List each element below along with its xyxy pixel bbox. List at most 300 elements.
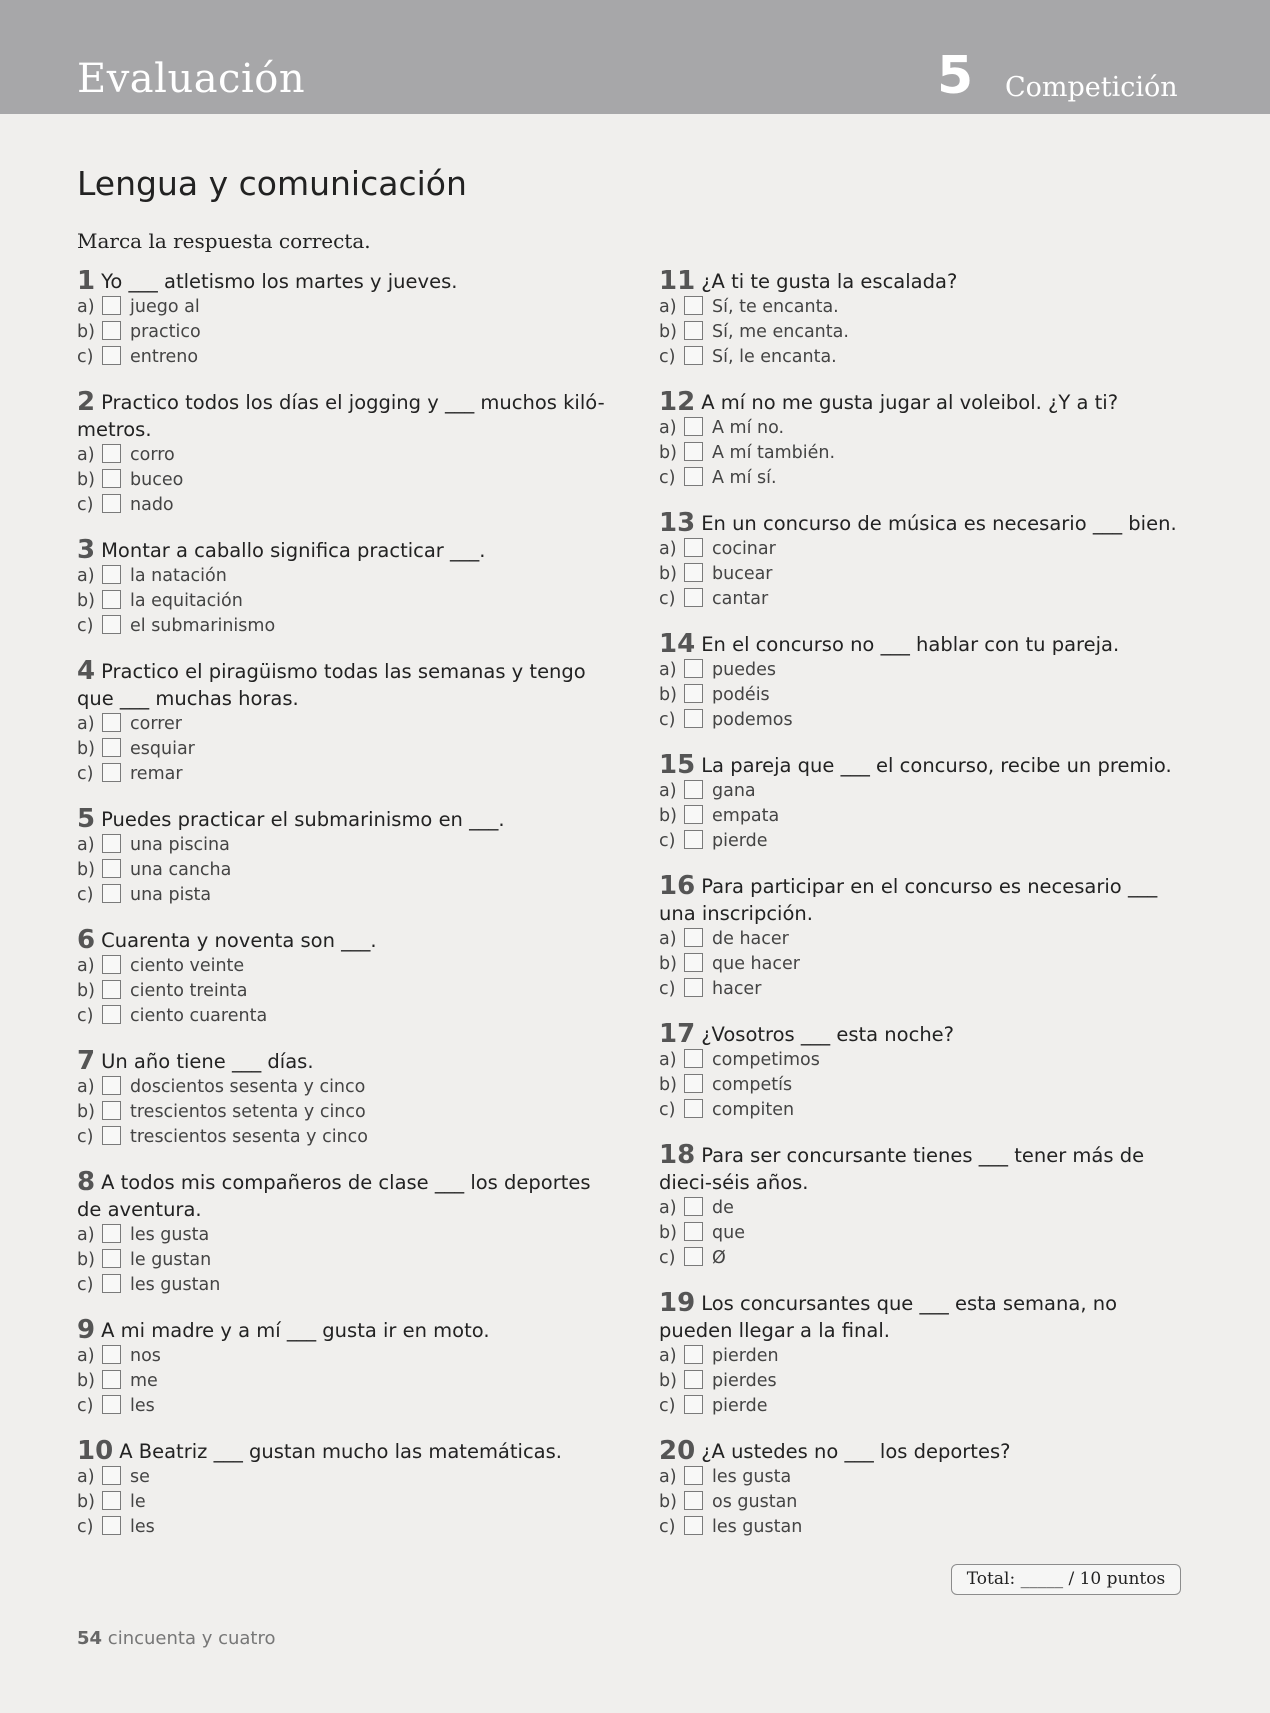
answer-option[interactable] [659, 295, 1189, 320]
answer-checkbox[interactable] [102, 1345, 121, 1364]
option-text: ciento treinta [130, 981, 248, 1001]
option-text: corro [130, 445, 175, 465]
answer-checkbox[interactable] [102, 980, 121, 999]
answer-checkbox[interactable] [102, 615, 121, 634]
option-text: de hacer [712, 929, 789, 949]
option-letter: b) [659, 685, 677, 705]
option-letter: b) [659, 1075, 677, 1095]
question-stem [77, 927, 617, 954]
question-number: 18 [659, 1140, 696, 1170]
answer-checkbox[interactable] [102, 1491, 121, 1510]
answer-option[interactable] [659, 1344, 1189, 1369]
answer-option[interactable] [659, 1369, 1189, 1394]
option-letter: a) [77, 1346, 95, 1366]
answer-checkbox[interactable] [684, 588, 703, 607]
option-letter: b) [77, 981, 95, 1001]
question-text: Practico el piragüismo todas las semanas y tengo que ___ muchas horas. [77, 660, 586, 710]
option-letter: c) [77, 764, 94, 784]
option-letter: b) [77, 322, 95, 342]
question-1 [77, 268, 617, 370]
question-6 [77, 927, 617, 1029]
option-letter: a) [659, 1050, 677, 1070]
answer-checkbox[interactable] [684, 442, 703, 461]
question-text: En un concurso de música es necesario ___ bien. [701, 512, 1177, 535]
answer-checkbox[interactable] [102, 1370, 121, 1389]
option-text: una pista [130, 885, 212, 905]
answer-option[interactable] [659, 320, 1189, 345]
answer-option[interactable] [77, 345, 617, 370]
option-text: entreno [130, 347, 199, 367]
question-11 [659, 268, 1189, 370]
option-text: pierdes [712, 1371, 777, 1391]
option-text: trescientos setenta y cinco [130, 1102, 366, 1122]
question-stem [659, 268, 1189, 295]
question-number: 6 [77, 925, 96, 955]
option-letter: a) [659, 1467, 677, 1487]
question-stem [77, 806, 617, 833]
question-13 [659, 510, 1189, 612]
option-text: gana [712, 781, 756, 801]
answer-option[interactable] [659, 708, 1189, 733]
answer-option[interactable] [659, 466, 1189, 491]
answer-option[interactable] [77, 614, 617, 639]
answer-checkbox[interactable] [684, 928, 703, 947]
option-text: os gustan [712, 1492, 798, 1512]
question-text: Para participar en el concurso es necesario ___ una inscripción. [659, 875, 1158, 925]
question-20 [659, 1438, 1189, 1540]
answer-checkbox[interactable] [684, 805, 703, 824]
option-text: que [712, 1223, 745, 1243]
answer-option[interactable] [77, 1004, 617, 1029]
option-letter: b) [659, 1371, 677, 1391]
answer-option[interactable] [77, 833, 617, 858]
question-stem [659, 389, 1189, 416]
option-letter: c) [77, 885, 94, 905]
question-4 [77, 658, 617, 787]
question-number: 8 [77, 1167, 96, 1197]
answer-option[interactable] [659, 1221, 1189, 1246]
question-stem [77, 1438, 617, 1465]
option-text: esquiar [130, 739, 195, 759]
option-letter: b) [77, 1492, 95, 1512]
answer-option[interactable] [659, 1196, 1189, 1221]
question-stem [659, 631, 1189, 658]
option-letter: a) [77, 714, 95, 734]
option-letter: c) [77, 1127, 94, 1147]
answer-checkbox[interactable] [102, 884, 121, 903]
answer-checkbox[interactable] [684, 1049, 703, 1068]
questions-column-left [77, 268, 617, 1559]
option-letter: b) [77, 1250, 95, 1270]
option-text: trescientos sesenta y cinco [130, 1127, 368, 1147]
question-stem [77, 268, 617, 295]
answer-option[interactable] [77, 1465, 617, 1490]
answer-checkbox[interactable] [102, 494, 121, 513]
answer-option[interactable] [77, 979, 617, 1004]
option-letter: b) [659, 564, 677, 584]
question-text: ¿A ustedes no ___ los deportes? [701, 1440, 1011, 1463]
answer-option[interactable] [659, 804, 1189, 829]
answer-checkbox[interactable] [102, 469, 121, 488]
question-text: Montar a caballo significa practicar ___. [101, 539, 486, 562]
answer-checkbox[interactable] [684, 417, 703, 436]
option-letter: c) [659, 589, 676, 609]
option-text: le [130, 1492, 146, 1512]
answer-option[interactable] [77, 1223, 617, 1248]
answer-option[interactable] [77, 1075, 617, 1100]
answer-checkbox[interactable] [102, 1249, 121, 1268]
question-stem [77, 537, 617, 564]
option-text: le gustan [130, 1250, 212, 1270]
answer-checkbox[interactable] [102, 1224, 121, 1243]
question-7 [77, 1048, 617, 1150]
answer-checkbox[interactable] [684, 659, 703, 678]
question-stem [77, 1317, 617, 1344]
option-text: me [130, 1371, 158, 1391]
option-text: que hacer [712, 954, 800, 974]
question-stem [659, 510, 1189, 537]
unit-title: Competición [1005, 72, 1178, 103]
option-text: se [130, 1467, 150, 1487]
answer-checkbox[interactable] [102, 955, 121, 974]
option-text: nado [130, 495, 174, 515]
question-text: Los concursantes que ___ esta semana, no pueden llegar a la final. [659, 1292, 1118, 1342]
option-letter: c) [659, 468, 676, 488]
option-text: les gusta [130, 1225, 210, 1245]
option-text: Ø [712, 1248, 726, 1268]
question-number: 20 [659, 1436, 696, 1466]
answer-checkbox[interactable] [102, 1005, 121, 1024]
answer-checkbox[interactable] [684, 563, 703, 582]
answer-option[interactable] [659, 587, 1189, 612]
option-letter: c) [659, 347, 676, 367]
answer-option[interactable] [77, 468, 617, 493]
question-14 [659, 631, 1189, 733]
answer-checkbox[interactable] [102, 713, 121, 732]
answer-checkbox[interactable] [102, 590, 121, 609]
unit-number: 5 [937, 46, 974, 106]
question-number: 4 [77, 656, 96, 686]
question-text: Practico todos los días el jogging y ___ muchos kiló-metros. [77, 391, 605, 441]
answer-option[interactable] [659, 1246, 1189, 1271]
answer-checkbox[interactable] [684, 538, 703, 557]
answer-option[interactable] [659, 829, 1189, 854]
question-2 [77, 389, 617, 518]
option-letter: a) [659, 781, 677, 801]
option-text: puedes [712, 660, 776, 680]
option-text: ciento veinte [130, 956, 245, 976]
question-text: A todos mis compañeros de clase ___ los deportes de aventura. [77, 1171, 591, 1221]
question-text: Puedes practicar el submarinismo en ___. [101, 808, 505, 831]
option-letter: a) [77, 956, 95, 976]
question-stem [659, 752, 1189, 779]
answer-option[interactable] [77, 1273, 617, 1298]
question-17 [659, 1021, 1189, 1123]
answer-checkbox[interactable] [102, 859, 121, 878]
option-letter: a) [659, 1198, 677, 1218]
answer-checkbox[interactable] [102, 296, 121, 315]
answer-checkbox[interactable] [684, 1345, 703, 1364]
answer-option[interactable] [77, 1248, 617, 1273]
option-letter: c) [77, 1517, 94, 1537]
answer-option[interactable] [659, 1073, 1189, 1098]
answer-checkbox[interactable] [102, 1101, 121, 1120]
question-15 [659, 752, 1189, 854]
answer-option[interactable] [659, 1515, 1189, 1540]
questions-column-right [659, 268, 1189, 1559]
question-stem [659, 1290, 1189, 1344]
option-letter: b) [659, 954, 677, 974]
answer-option[interactable] [659, 658, 1189, 683]
option-letter: b) [659, 322, 677, 342]
page-number-words: cincuenta y cuatro [107, 1628, 276, 1649]
answer-option[interactable] [659, 416, 1189, 441]
option-letter: c) [77, 616, 94, 636]
answer-option[interactable] [77, 295, 617, 320]
option-text: les [130, 1517, 155, 1537]
answer-option[interactable] [77, 443, 617, 468]
option-letter: b) [77, 470, 95, 490]
question-3 [77, 537, 617, 639]
option-text: pierden [712, 1346, 779, 1366]
answer-checkbox[interactable] [684, 1099, 703, 1118]
answer-option[interactable] [77, 589, 617, 614]
question-text: A mí no me gusta jugar al voleibol. ¿Y a ti? [701, 391, 1119, 414]
option-letter: c) [659, 1517, 676, 1537]
answer-option[interactable] [77, 1100, 617, 1125]
option-text: A mí sí. [712, 468, 777, 488]
answer-option[interactable] [659, 683, 1189, 708]
question-text: Para ser concursante tienes ___ tener más de dieci-séis años. [659, 1144, 1145, 1194]
option-text: A mí no. [712, 418, 785, 438]
question-number: 9 [77, 1315, 96, 1345]
option-text: la natación [130, 566, 227, 586]
answer-checkbox[interactable] [684, 1197, 703, 1216]
option-text: Sí, le encanta. [712, 347, 837, 367]
answer-checkbox[interactable] [102, 1466, 121, 1485]
option-text: una cancha [130, 860, 232, 880]
question-stem [77, 658, 617, 712]
answer-option[interactable] [659, 562, 1189, 587]
option-text: les gusta [712, 1467, 792, 1487]
answer-checkbox[interactable] [684, 1466, 703, 1485]
answer-checkbox[interactable] [684, 1074, 703, 1093]
answer-option[interactable] [77, 1125, 617, 1150]
instruction-text: Marca la respuesta correcta. [77, 229, 371, 253]
answer-checkbox[interactable] [102, 1126, 121, 1145]
option-letter: a) [77, 445, 95, 465]
answer-checkbox[interactable] [102, 321, 121, 340]
answer-option[interactable] [77, 1394, 617, 1419]
answer-checkbox[interactable] [102, 1395, 121, 1414]
answer-checkbox[interactable] [102, 834, 121, 853]
answer-option[interactable] [77, 712, 617, 737]
question-number: 5 [77, 804, 96, 834]
answer-checkbox[interactable] [684, 346, 703, 365]
answer-checkbox[interactable] [684, 684, 703, 703]
question-number: 1 [77, 266, 96, 296]
option-text: cantar [712, 589, 769, 609]
option-letter: b) [659, 1223, 677, 1243]
option-text: cocinar [712, 539, 776, 559]
answer-checkbox[interactable] [684, 1395, 703, 1414]
answer-option[interactable] [77, 1490, 617, 1515]
answer-checkbox[interactable] [684, 953, 703, 972]
question-18 [659, 1142, 1189, 1271]
option-letter: c) [659, 1396, 676, 1416]
option-text: podéis [712, 685, 770, 705]
option-letter: a) [659, 539, 677, 559]
total-score-box: Total: _____ / 10 puntos [951, 1564, 1181, 1595]
option-text: Sí, te encanta. [712, 297, 839, 317]
option-letter: a) [77, 835, 95, 855]
answer-checkbox[interactable] [102, 565, 121, 584]
option-text: compiten [712, 1100, 795, 1120]
answer-option[interactable] [77, 737, 617, 762]
option-text: nos [130, 1346, 161, 1366]
answer-checkbox[interactable] [684, 830, 703, 849]
answer-option[interactable] [77, 1344, 617, 1369]
question-number: 19 [659, 1288, 696, 1318]
answer-checkbox[interactable] [102, 763, 121, 782]
option-letter: a) [659, 660, 677, 680]
option-letter: b) [659, 806, 677, 826]
answer-checkbox[interactable] [102, 444, 121, 463]
answer-checkbox[interactable] [102, 738, 121, 757]
question-number: 15 [659, 750, 696, 780]
option-text: hacer [712, 979, 762, 999]
question-12 [659, 389, 1189, 491]
answer-checkbox[interactable] [684, 1370, 703, 1389]
option-letter: c) [659, 710, 676, 730]
question-5 [77, 806, 617, 908]
option-letter: a) [659, 297, 677, 317]
answer-checkbox[interactable] [102, 1274, 121, 1293]
answer-option[interactable] [659, 1490, 1189, 1515]
option-text: competimos [712, 1050, 820, 1070]
answer-option[interactable] [77, 1369, 617, 1394]
answer-option[interactable] [77, 858, 617, 883]
answer-option[interactable] [659, 1465, 1189, 1490]
question-19 [659, 1290, 1189, 1419]
answer-checkbox[interactable] [684, 321, 703, 340]
question-text: A mi madre y a mí ___ gusta ir en moto. [101, 1319, 490, 1342]
answer-checkbox[interactable] [684, 709, 703, 728]
answer-option[interactable] [77, 493, 617, 518]
page-number: 54 [77, 1628, 103, 1649]
answer-checkbox[interactable] [684, 1247, 703, 1266]
answer-option[interactable] [77, 954, 617, 979]
question-text: Yo ___ atletismo los martes y jueves. [101, 270, 458, 293]
option-letter: a) [659, 418, 677, 438]
option-letter: c) [659, 1100, 676, 1120]
answer-option[interactable] [659, 441, 1189, 466]
option-letter: c) [77, 347, 94, 367]
option-letter: c) [77, 495, 94, 515]
section-title: Lengua y comunicación [77, 164, 467, 203]
option-text: el submarinismo [130, 616, 276, 636]
question-number: 2 [77, 387, 96, 417]
question-8 [77, 1169, 617, 1298]
answer-option[interactable] [659, 1048, 1189, 1073]
option-letter: a) [77, 297, 95, 317]
question-number: 10 [77, 1436, 114, 1466]
question-stem [77, 389, 617, 443]
answer-checkbox[interactable] [684, 1222, 703, 1241]
question-number: 7 [77, 1046, 96, 1076]
answer-option[interactable] [77, 564, 617, 589]
answer-checkbox[interactable] [684, 467, 703, 486]
option-letter: b) [659, 443, 677, 463]
option-letter: b) [77, 1102, 95, 1122]
option-letter: a) [659, 929, 677, 949]
option-text: buceo [130, 470, 184, 490]
page-footer [77, 1628, 275, 1649]
answer-option[interactable] [659, 1098, 1189, 1123]
option-text: A mí también. [712, 443, 836, 463]
answer-option[interactable] [659, 779, 1189, 804]
question-text: La pareja que ___ el concurso, recibe un premio. [701, 754, 1172, 777]
option-text: empata [712, 806, 780, 826]
option-letter: c) [659, 831, 676, 851]
answer-option[interactable] [659, 537, 1189, 562]
option-letter: c) [659, 979, 676, 999]
option-letter: b) [77, 739, 95, 759]
option-text: pierde [712, 831, 768, 851]
answer-option[interactable] [659, 345, 1189, 370]
answer-checkbox[interactable] [684, 780, 703, 799]
question-text: Cuarenta y noventa son ___. [101, 929, 377, 952]
answer-checkbox[interactable] [684, 296, 703, 315]
answer-option[interactable] [77, 883, 617, 908]
answer-option[interactable] [659, 952, 1189, 977]
answer-option[interactable] [77, 762, 617, 787]
option-letter: b) [659, 1492, 677, 1512]
option-letter: a) [77, 1225, 95, 1245]
option-text: practico [130, 322, 201, 342]
answer-checkbox[interactable] [684, 1516, 703, 1535]
question-text: En el concurso no ___ hablar con tu pareja. [701, 633, 1120, 656]
option-text: pierde [712, 1396, 768, 1416]
option-letter: b) [77, 860, 95, 880]
question-stem [659, 1142, 1189, 1196]
answer-checkbox[interactable] [102, 1516, 121, 1535]
question-text: A Beatriz ___ gustan mucho las matemáticas. [119, 1440, 562, 1463]
question-stem [659, 1021, 1189, 1048]
answer-option[interactable] [77, 320, 617, 345]
option-text: la equitación [130, 591, 243, 611]
option-text: de [712, 1198, 734, 1218]
answer-option[interactable] [659, 927, 1189, 952]
question-text: ¿A ti te gusta la escalada? [701, 270, 958, 293]
answer-option[interactable] [659, 977, 1189, 1002]
option-letter: b) [77, 591, 95, 611]
answer-checkbox[interactable] [102, 346, 121, 365]
answer-checkbox[interactable] [102, 1076, 121, 1095]
answer-option[interactable] [659, 1394, 1189, 1419]
option-letter: c) [77, 1006, 94, 1026]
answer-checkbox[interactable] [684, 1491, 703, 1510]
option-text: competís [712, 1075, 793, 1095]
option-text: podemos [712, 710, 793, 730]
option-text: bucear [712, 564, 773, 584]
answer-option[interactable] [77, 1515, 617, 1540]
answer-checkbox[interactable] [684, 978, 703, 997]
option-text: les [130, 1396, 155, 1416]
question-16 [659, 873, 1189, 1002]
option-letter: c) [77, 1396, 94, 1416]
question-text: ¿Vosotros ___ esta noche? [701, 1023, 955, 1046]
